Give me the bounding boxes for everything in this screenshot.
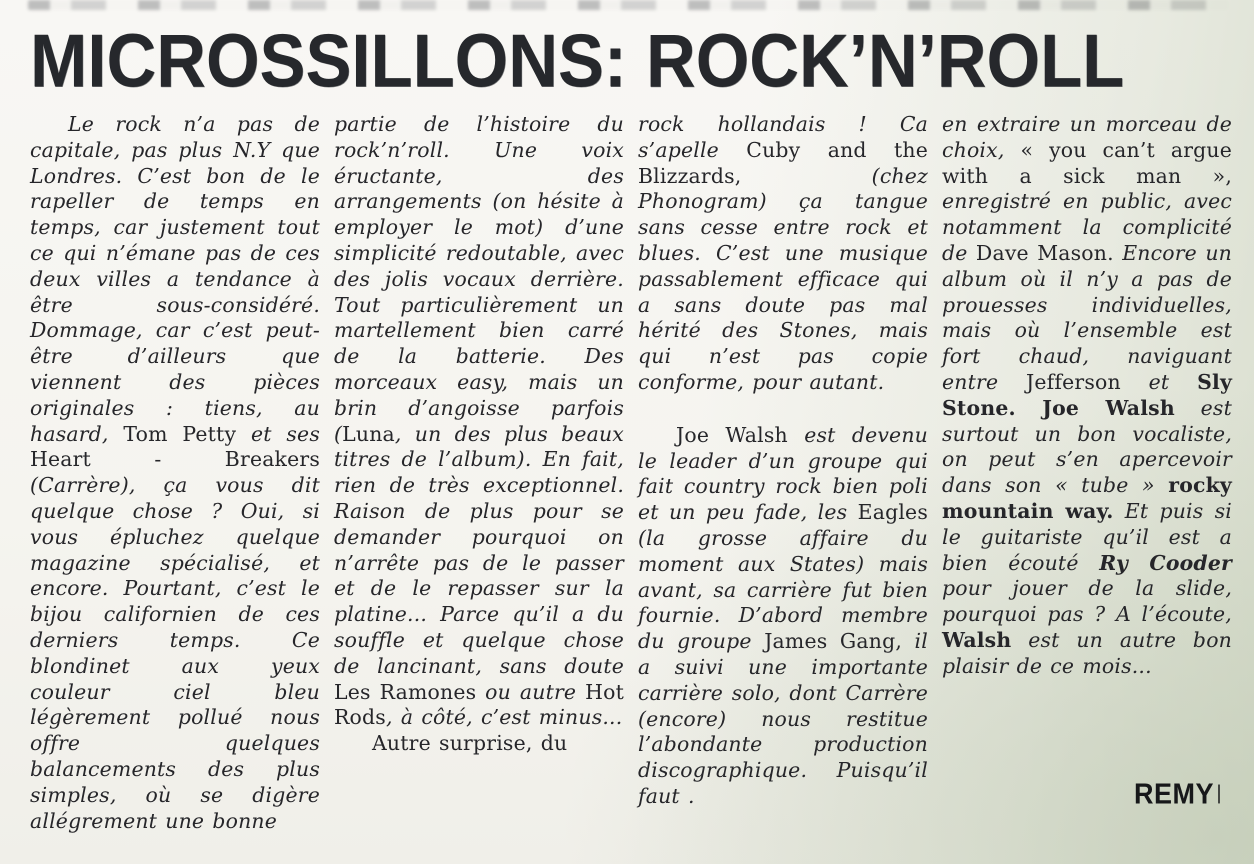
text-segment: et [1120,369,1198,394]
text-segment: (la grosse affaire du moment aux States) mais avant, sa carrière fut bien fournie. D’abord membre du groupe [638,525,928,654]
article-columns [30,112,1232,834]
paragraph [942,112,1232,680]
text-segment: est un autre bon plaisir de ce mois... [942,627,1232,678]
paragraph [334,731,624,757]
text-segment: (chez Phonogram) ça tangue sans cesse entre rock et blues. C’est une musique passablement efficace qui a sans doute pas mal hérité des Stones, mais qui n’est pas copie conforme, pour autant. [638,163,928,394]
paragraph [638,423,928,810]
article-headline: MICROSSILLONS: ROCK’N’ROLL [30,19,1125,104]
article-column-1 [30,112,320,834]
text-segment: ou autre [476,679,586,704]
text-segment: Ry Cooder [1099,550,1232,575]
text-segment: il a suivi une importante carrière solo, dont Carrère (encore) nous restitue l’abondante production discographique. Puisqu’il faut . [638,629,929,808]
text-segment: Encore un album où il n’y a pas de prouesses individuelles, mais où l’ensemble est fort chaud, naviguant entre [942,240,1232,394]
text-segment: Le rock n’a pas de capitale, pas plus N.Y que Londres. C’est bon de le rapeller de temps en temps, car justement tout ce qui n’émane pas de ces deux villes a tendance à être sous-considéré. Dommage, car c’est peut-être d’ailleurs que viennent des pièces originales : tiens, au hasard, [30,112,320,446]
text-segment: Joe Walsh [676,422,788,447]
paragraph [334,112,624,731]
text-segment: est surtout un bon vocaliste, on peut s’en apercevoir dans son « tube » [942,395,1232,498]
text-segment: Dave Mason. [975,240,1114,265]
text-segment: est devenu le leader d’un groupe qui fait country rock bien poli et un peu fade, les [638,422,928,525]
text-segment: Joe Walsh [1015,395,1175,420]
text-segment: Jefferson [1026,369,1121,394]
text-segment: et ses [236,421,320,446]
article-column-4 [942,112,1232,834]
text-segment: Cuby and the Blizzards, [638,137,928,188]
text-segment: Sly Stone. [942,369,1232,420]
paragraph [638,112,928,396]
text-segment: Heart - Breakers [30,447,320,472]
paragraph [30,112,320,834]
text-segment: , à côté, c’est minus... [385,705,623,730]
text-segment: Les Ramones [334,679,477,704]
text-segment: , un des plus beaux titres de l’album). En fait, rien de très exceptionnel. Raison de plus pour se demander pourquoi on n’arrête pas de le passer et de le repasser sur la platine... Parce qu’il a du souffle et quelque chose de lancinant, sans doute [334,421,624,678]
author-signature: REMY [1134,778,1220,811]
text-segment: « you can’t argue with a sick man », [942,137,1232,188]
text-segment: enregistré en public, avec notamment la complicité de [942,189,1232,265]
text-segment: pour jouer de la slide, pourquoi pas ? A l’écoute, [942,576,1232,627]
text-segment: Walsh [942,627,1012,652]
text-segment: en extraire un morceau de choix, [942,112,1232,162]
text-segment: rock hollandais ! Ca s’apelle [638,112,928,162]
article-column-2 [334,112,624,834]
text-segment: Et puis si le guitariste qu’il est a bien écouté [942,498,1232,575]
text-segment: James Gang, [764,629,903,654]
text-segment: Eagles [857,500,928,525]
text-segment: rocky mountain way. [942,473,1232,523]
text-segment: Autre surprise, du [372,731,568,756]
scan-artifact-top [28,0,1228,10]
text-segment: Luna [342,421,395,446]
article-column-3 [638,112,928,834]
text-segment: (Carrère), ça vous dit quelque chose ? Oui, si vous épluchez quelque magazine spécialisé, et encore. Pourtant, c’est le bijou californien de ces derniers temps. Ce blondinet aux yeux couleur ciel bleu légèrement pollué nous offre quelques balancements des plus simples, où se digère allégrement une bonne [30,473,320,833]
text-segment: Tom Petty [123,421,237,446]
text-segment: Hot Rods [334,679,624,730]
text-segment: partie de l’histoire du rock’n’roll. Une voix éructante, des arrangements (on hésite à employer le mot) d’une simplicité redoutable, avec des jolis vocaux derrière. Tout particulièrement un martellement bien carré de la batterie. Des morceaux easy, mais un brin d’angoisse parfois ( [334,112,624,446]
